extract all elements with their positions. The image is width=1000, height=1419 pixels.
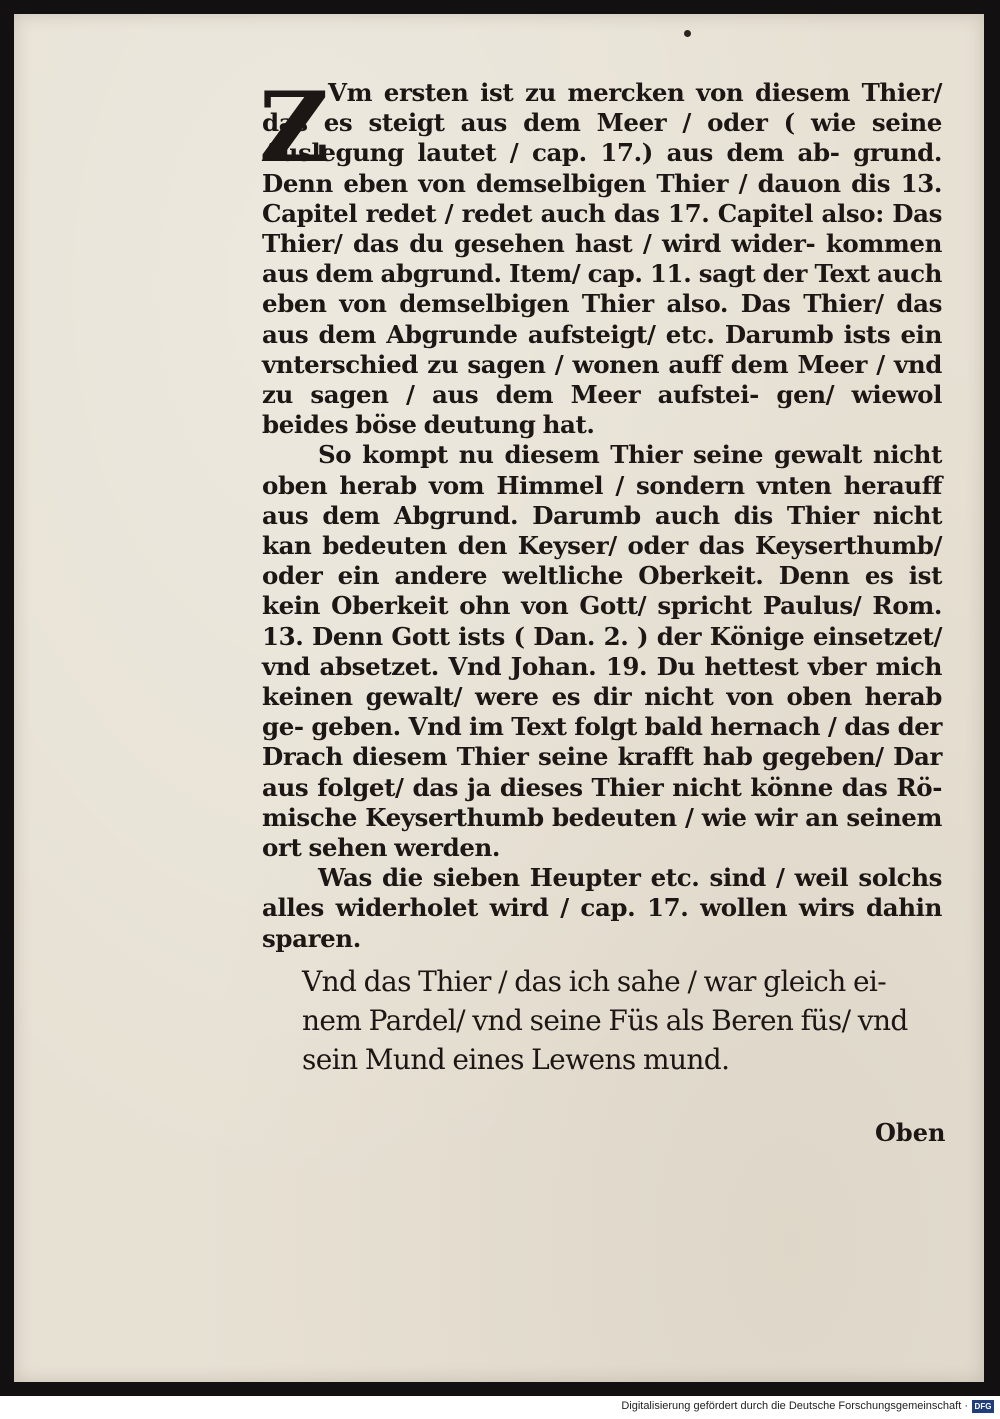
paragraph-1 bbox=[259, 71, 942, 440]
paragraph-3: Was die sieben Heupter etc. sind / weil solchs alles widerholet wird / cap. 17. wollen wirs dahin sparen. bbox=[262, 863, 942, 953]
page-body bbox=[259, 71, 942, 1079]
catchword: Oben bbox=[875, 1118, 946, 1147]
decorated-initial: Z bbox=[259, 71, 329, 184]
paragraph-2: So kompt nu diesem Thier seine gewalt nicht oben herab vom Himmel / sondern vnten herauff aus dem Abgrund. Darumb auch dis Thier nicht kan bedeuten den Keyser/ oder das Keyserthumb/ oder ein andere weltliche Oberkeit. Denn es ist kein Oberkeit ohn von Gott/ spricht Paulus/ Rom. 13. Denn Gott ists ( Dan. 2. ) der Könige einsetzet/ vnd absetzet. Vnd Johan. 19. Du hettest vber mich keinen gewalt/ were es dir nicht von oben herab ge- geben. Vnd im Text folgt bald hernach / das der Drach diesem Thier seine krafft hab gegeben/ Dar aus folget/ das ja dieses Thier nicht könne das Rö- mische Keyserthumb bedeuten / wie wir an seinem ort sehen werden. bbox=[262, 440, 942, 863]
ink-dot bbox=[684, 30, 691, 37]
scripture-verse: Vnd das Thier / das ich sahe / war gleich ei- nem Pardel/ vnd seine Füs als Beren füs/ vnd sein Mund eines Lewens mund. bbox=[302, 964, 908, 1076]
dfg-logo: DFG bbox=[972, 1400, 994, 1413]
footer-bar bbox=[0, 1396, 1000, 1419]
funding-credit: Digitalisierung gefördert durch die Deutsche Forschungsgemeinschaft · bbox=[621, 1400, 968, 1412]
paragraph-1-text: Vm ersten ist zu mercken von diesem Thier/ das es steigt aus dem Meer / oder ( wie seine Auslegung lautet / cap. 17.) aus dem ab- grund. Denn eben von demselbigen Thier / dauon dis 13. Capitel redet / redet auch das 17. Capitel also: Das Thier/ das du gesehen hast / wird wider- kommen aus dem abgrund. Item/ cap. 11. sagt der Text auch eben von demselbigen Thier also. Das Thier/ das aus dem Abgrunde aufsteigt/ etc. Darumb ists ein vnterschied zu sagen / wonen auff dem Meer / vnd zu sagen / aus dem Meer aufstei- gen/ wiewol beides böse deutung hat. bbox=[262, 78, 942, 440]
